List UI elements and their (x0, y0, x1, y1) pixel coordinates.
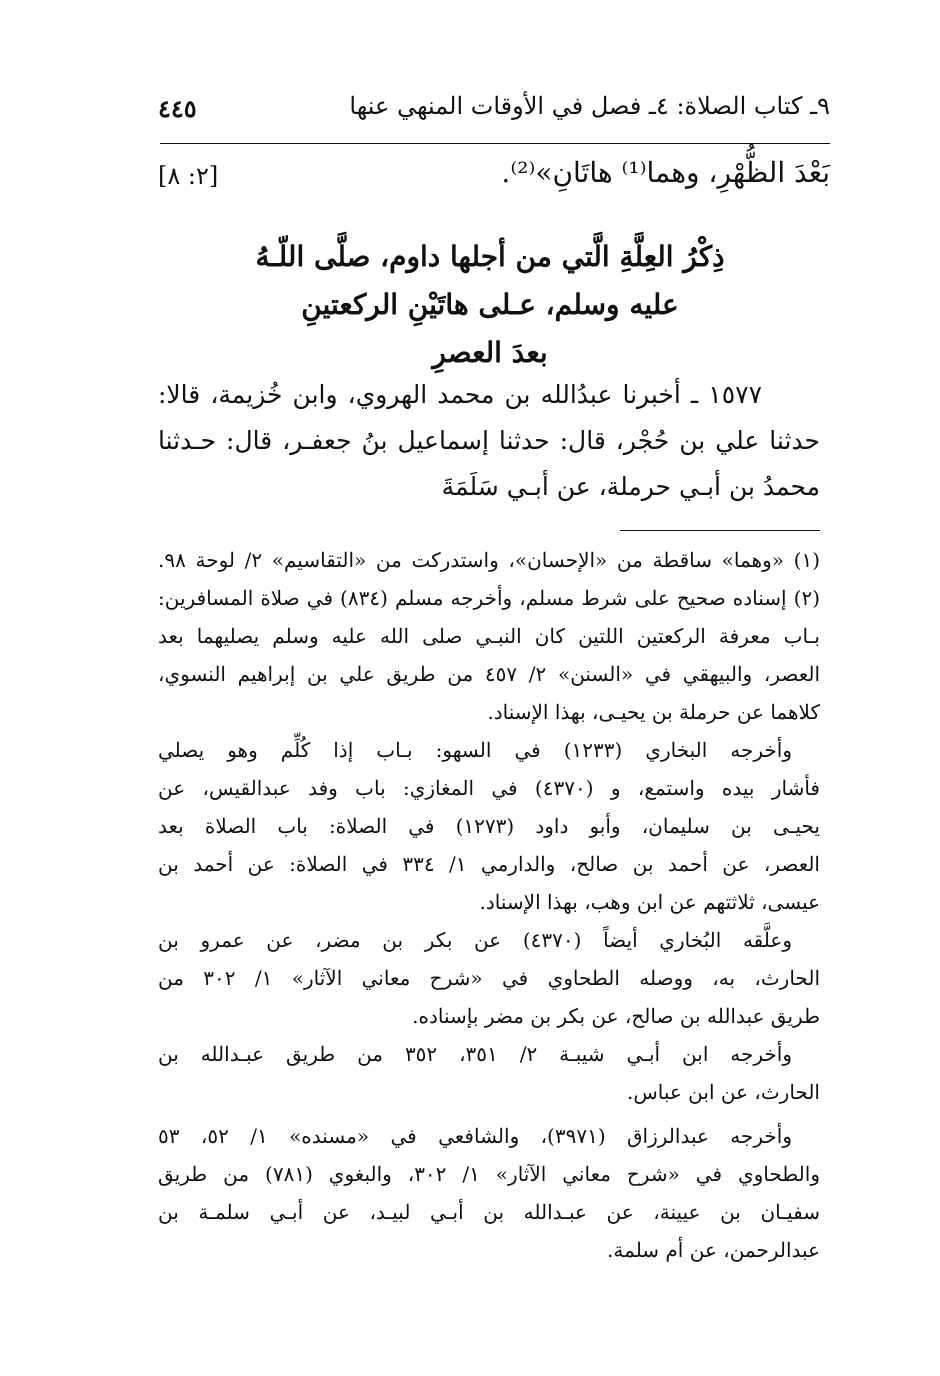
footnote-line: العصر، عن أحمد بن صالح، والدارمي ١/ ٣٣٤ في الصلاة: عن أحمد بن (158, 852, 820, 876)
footnote-line: عيسى، ثلاثتهم عن ابن وهب، بهذا الإسناد. (479, 890, 820, 914)
footnote-line: كلاهما عن حرملة بن يحيـى، بهذا الإسناد. (487, 700, 820, 724)
footnote-line: العصر، والبيهقي في «السنن» ٢/ ٤٥٧ من طريق علي بن إبراهيم النسوي، (158, 662, 821, 686)
footnote-line: طريق عبدالله بن صالح، عن بكر بن مضر بإسناده. (412, 1004, 820, 1028)
continued-text: بَعْدَ الظُّهْرِ، وهما⁽¹⁾ هاتَانِ»⁽²⁾. (501, 156, 830, 189)
section-heading-line-2: عليه وسلم، عـلى هاتَيْنِ الركعتينِ (301, 288, 679, 321)
footnote-line: سفيـان بن عيينة، عن عبـدالله بن أبـي لبيـد، عن أبـي سلمـة بن (158, 1200, 820, 1224)
header-divider (160, 143, 830, 144)
footnote-line: وعلَّقه البُخاري أيضاً (٤٣٧٠) عن بكر بن مضر، عن عمرو بن (158, 928, 792, 952)
page-number: ٤٤٥ (158, 94, 197, 123)
running-header-chapter: ٩ـ كتاب الصلاة: ٤ـ فصل في الأوقات المنهي عنها (349, 92, 830, 120)
hadith-line: حدثنا علي بن حُجْر، قال: حدثنا إسماعيل بنُ جعفـر، قال: حـدثنا (158, 426, 820, 455)
section-heading-line-1: ذِكْرُ العِلَّةِ الَّتي من أجلها داوم، صلَّى اللّـهُ (255, 240, 725, 273)
footnote-line: وأخرجه البخاري (١٢٣٣) في السهو: بـاب إذا كُلِّم وهو يصلي (158, 738, 793, 762)
section-heading-line-3: بعدَ العصرِ (432, 336, 548, 369)
footnote-line: والطحاوي في «شرح معاني الآثار» ١/ ٣٠٢، والبغوي (٧٨١) من طريق (158, 1162, 820, 1186)
reference-tag: [٢: ٨] (158, 162, 219, 190)
footnote-line: الحارث، به، ووصله الطحاوي في «شرح معاني الآثار» ١/ ٣٠٢ من (158, 966, 820, 990)
footnote-line: (٢) إسناده صحيح على شرط مسلم، وأخرجه مسلم (٨٣٤) في صلاة المسافرين: (158, 586, 820, 610)
footnote-line: عبدالرحمن، عن أم سلمة. (607, 1238, 820, 1262)
footnote-line: يحيـى بن سليمان، وأبو داود (١٢٧٣) في الصلاة: باب الصلاة بعد (158, 814, 821, 838)
hadith-line: محمدُ بن أبـي حرملة، عن أبـي سَلَمَةَ (441, 472, 820, 501)
footnote-line: بـاب معرفة الركعتين اللتين كان النبـي صلى الله عليه وسلم يصليهما بعد (158, 624, 820, 648)
footnote-line: الحارث، عن ابن عباس. (626, 1080, 820, 1104)
hadith-line: ١٥٧٧ ـ أخبرنا عبدُالله بن محمد الهروي، وابن خُزيمة، قالا: (158, 380, 762, 409)
footnote-line: وأخرجه عبدالرزاق (٣٩٧١)، والشافعي في «مسنده» ١/ ٥٢، ٥٣ (158, 1124, 792, 1148)
footnote-line: فأشار بيده واستمع، و (٤٣٧٠) في المغازي: باب وفد عبدالقيس، عن (158, 776, 820, 800)
footnote-line: (١) «وهما» ساقطة من «الإحسان»، واستدركت من «التقاسيم» ٢/ لوحة ٩٨. (158, 548, 820, 572)
footnote-divider (620, 530, 820, 531)
footnote-line: وأخرجه ابن أبـي شيبـة ٢/ ٣٥١، ٣٥٢ من طريق عبـدالله بن (158, 1042, 792, 1066)
